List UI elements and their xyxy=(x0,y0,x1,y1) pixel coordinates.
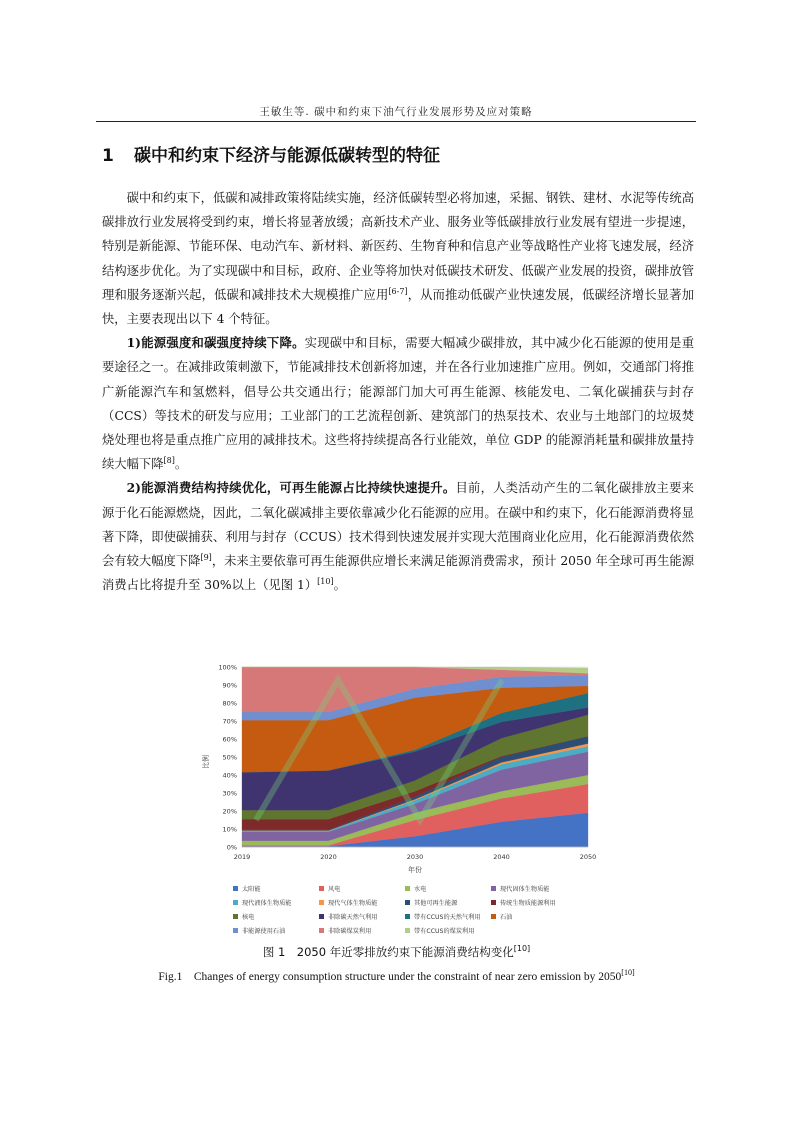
paragraph-1 xyxy=(102,186,694,331)
paragraph-1-tail: ，从而推动低碳产业快速发展，低碳经济增长显著加快，主要表现出以下 4 个特征。 xyxy=(102,287,694,327)
y-tick-label: 70% xyxy=(222,717,237,726)
paragraph-2-text: 实现碳中和目标，需要大幅减少碳排放，其中减少化石能源的使用是重要途径之一。在减排政策刺激下，节能减排技术创新将加速，并在各行业加速推广应用。例如，交通部门将推广新能源汽车和氢燃料，倡导公共交通出行；能源部门加大可再生能源、核能发电、二氧化碳捕获与封存（CCS）等技术的研发与应用；工业部门的工艺流程创新、建筑部门的热泵技术、农业与土地部门的垃圾焚烧处理也将是重点推广应用的减排技术。这些将持续提高各行业能效，单位 GDP 的能源消耗量和碳排放量持续大幅下降 xyxy=(102,336,694,472)
legend-label: 带有CCUS的天然气利用 xyxy=(414,913,481,921)
legend-label: 现代液体生物质能 xyxy=(242,899,292,907)
running-head: 王敏生等. 碳中和约束下油气行业发展形势及应对策略 xyxy=(259,106,533,118)
y-tick-label: 80% xyxy=(222,699,237,708)
paragraph-2-tail: 。 xyxy=(174,457,188,472)
legend-label: 传统生物质能源利用 xyxy=(500,899,556,907)
legend-item xyxy=(233,896,319,908)
legend-item xyxy=(319,924,405,936)
legend-label: 风电 xyxy=(328,885,341,893)
legend-label: 水电 xyxy=(414,885,427,893)
legend-item xyxy=(233,910,319,922)
figure-caption-cn-text: 图 1 2050 年近零排放约束下能源消费结构变化 xyxy=(262,945,514,959)
legend-item xyxy=(233,924,319,936)
x-tick-label: 2019 xyxy=(233,853,251,861)
figure-caption-en xyxy=(0,968,793,984)
y-tick-label: 20% xyxy=(222,807,237,816)
x-tick-label: 2050 xyxy=(579,853,597,861)
legend-label: 现代固体生物质能 xyxy=(500,885,550,893)
x-tick-label: 2030 xyxy=(406,853,424,861)
legend-item xyxy=(491,910,611,922)
legend-label: 非除碳天然气利用 xyxy=(328,913,378,921)
legend-swatch xyxy=(319,928,324,933)
legend-item xyxy=(319,882,405,894)
legend-swatch xyxy=(491,914,496,919)
y-tick-label: 10% xyxy=(222,825,237,834)
chart-legend xyxy=(233,882,613,936)
x-tick-label: 2040 xyxy=(493,853,510,861)
y-tick-label: 100% xyxy=(218,663,237,672)
x-axis-label: 年份 xyxy=(408,866,422,874)
figure-caption-en-text: Fig.1 Changes of energy consumption structure under the constraint of near zero emission by 2050 xyxy=(158,971,622,983)
paragraph-3-mid: ，未来主要依靠可再生能源供应增长来满足能源消费需求，预计 2050 年全球可再生能源消费占比将提升至 30%以上（见图 1） xyxy=(102,554,694,593)
legend-swatch xyxy=(491,886,496,891)
legend-item xyxy=(491,882,611,894)
legend-item xyxy=(491,896,611,908)
citation: [6-7] xyxy=(388,286,408,296)
legend-swatch xyxy=(319,900,324,905)
figure-caption-cn xyxy=(0,944,793,960)
y-tick-label: 50% xyxy=(222,753,237,762)
legend-swatch xyxy=(405,886,410,891)
citation: [8] xyxy=(163,456,175,466)
legend-swatch xyxy=(319,914,324,919)
legend-swatch xyxy=(491,900,496,905)
legend-swatch xyxy=(233,886,238,891)
y-tick-label: 0% xyxy=(226,843,237,852)
y-axis-label: 比例 xyxy=(202,755,210,769)
legend-item xyxy=(319,910,405,922)
legend-swatch xyxy=(233,914,238,919)
legend-item xyxy=(233,882,319,894)
legend-item xyxy=(405,924,491,936)
section-heading xyxy=(102,141,440,166)
legend-swatch xyxy=(405,928,410,933)
y-tick-label: 40% xyxy=(222,771,237,780)
y-tick-label: 30% xyxy=(222,789,237,798)
paragraph-3 xyxy=(102,476,694,597)
legend-item xyxy=(319,896,405,908)
body-text xyxy=(102,186,694,597)
legend-item xyxy=(405,896,491,908)
paragraph-1-text: 碳中和约束下，低碳和减排政策将陆续实施，经济低碳转型必将加速，采掘、钢铁、建材、水泥等传统高碳排放行业发展将受到约束，增长将显著放缓；高新技术产业、服务业等低碳排放行业发展有望进一步提速，特别是新能源、节能环保、电动汽车、新材料、新医药、生物育种和信息产业等战略性产业将飞速发展，经济结构逐步优化。为了实现碳中和目标，政府、企业等将加快对低碳技术研发、低碳产业发展的投资，碳排放管理和服务逐渐兴起，低碳和减排技术大规模推广应用 xyxy=(102,191,694,302)
x-tick-label: 2020 xyxy=(320,853,337,861)
legend-label: 核电 xyxy=(242,913,255,921)
y-tick-label: 90% xyxy=(222,681,237,690)
legend-label: 石油 xyxy=(500,913,513,921)
paragraph-3-tail: 。 xyxy=(333,578,346,593)
feature-1-heading: 1)能源强度和碳强度持续下降。 xyxy=(126,335,305,351)
legend-swatch xyxy=(233,928,238,933)
legend-label: 带有CCUS的煤炭利用 xyxy=(414,927,475,935)
legend-swatch xyxy=(319,886,324,891)
legend-swatch xyxy=(405,914,410,919)
section-title: 碳中和约束下经济与能源低碳转型的特征 xyxy=(134,146,440,166)
citation: [10] xyxy=(513,944,531,953)
section-number: 1 xyxy=(102,146,114,166)
y-tick-label: 60% xyxy=(222,735,237,744)
legend-label: 非除碳煤炭利用 xyxy=(328,927,372,935)
header-rule xyxy=(96,121,696,122)
paragraph-3-text: 目前，人类活动产生的二氧化碳排放主要来源于化石能源燃烧，因此，二氧化碳减排主要依靠减少化石能源的应用。在碳中和约束下，化石能源消费将显著下降，即使碳捕获、利用与封存（CCUS）技术得到快速发展并实现大范围商业化应用，化石能源消费依然会有较大幅度下降 xyxy=(102,481,694,569)
plot-area xyxy=(218,664,596,862)
citation: [10] xyxy=(621,968,635,977)
legend-item xyxy=(405,882,491,894)
legend-label: 非能源使用石油 xyxy=(242,927,286,935)
feature-2-heading: 2)能源消费结构持续优化，可再生能源占比持续快速提升。 xyxy=(126,480,456,496)
legend-label: 太阳能 xyxy=(242,885,261,893)
legend-label: 其他可再生能源 xyxy=(414,899,458,907)
citation: [10] xyxy=(317,577,334,587)
legend-label: 现代气体生物质能 xyxy=(328,899,378,907)
legend-swatch xyxy=(233,900,238,905)
legend-swatch xyxy=(405,900,410,905)
citation: [9] xyxy=(200,553,212,563)
paragraph-2 xyxy=(102,331,694,476)
legend-item xyxy=(405,910,491,922)
